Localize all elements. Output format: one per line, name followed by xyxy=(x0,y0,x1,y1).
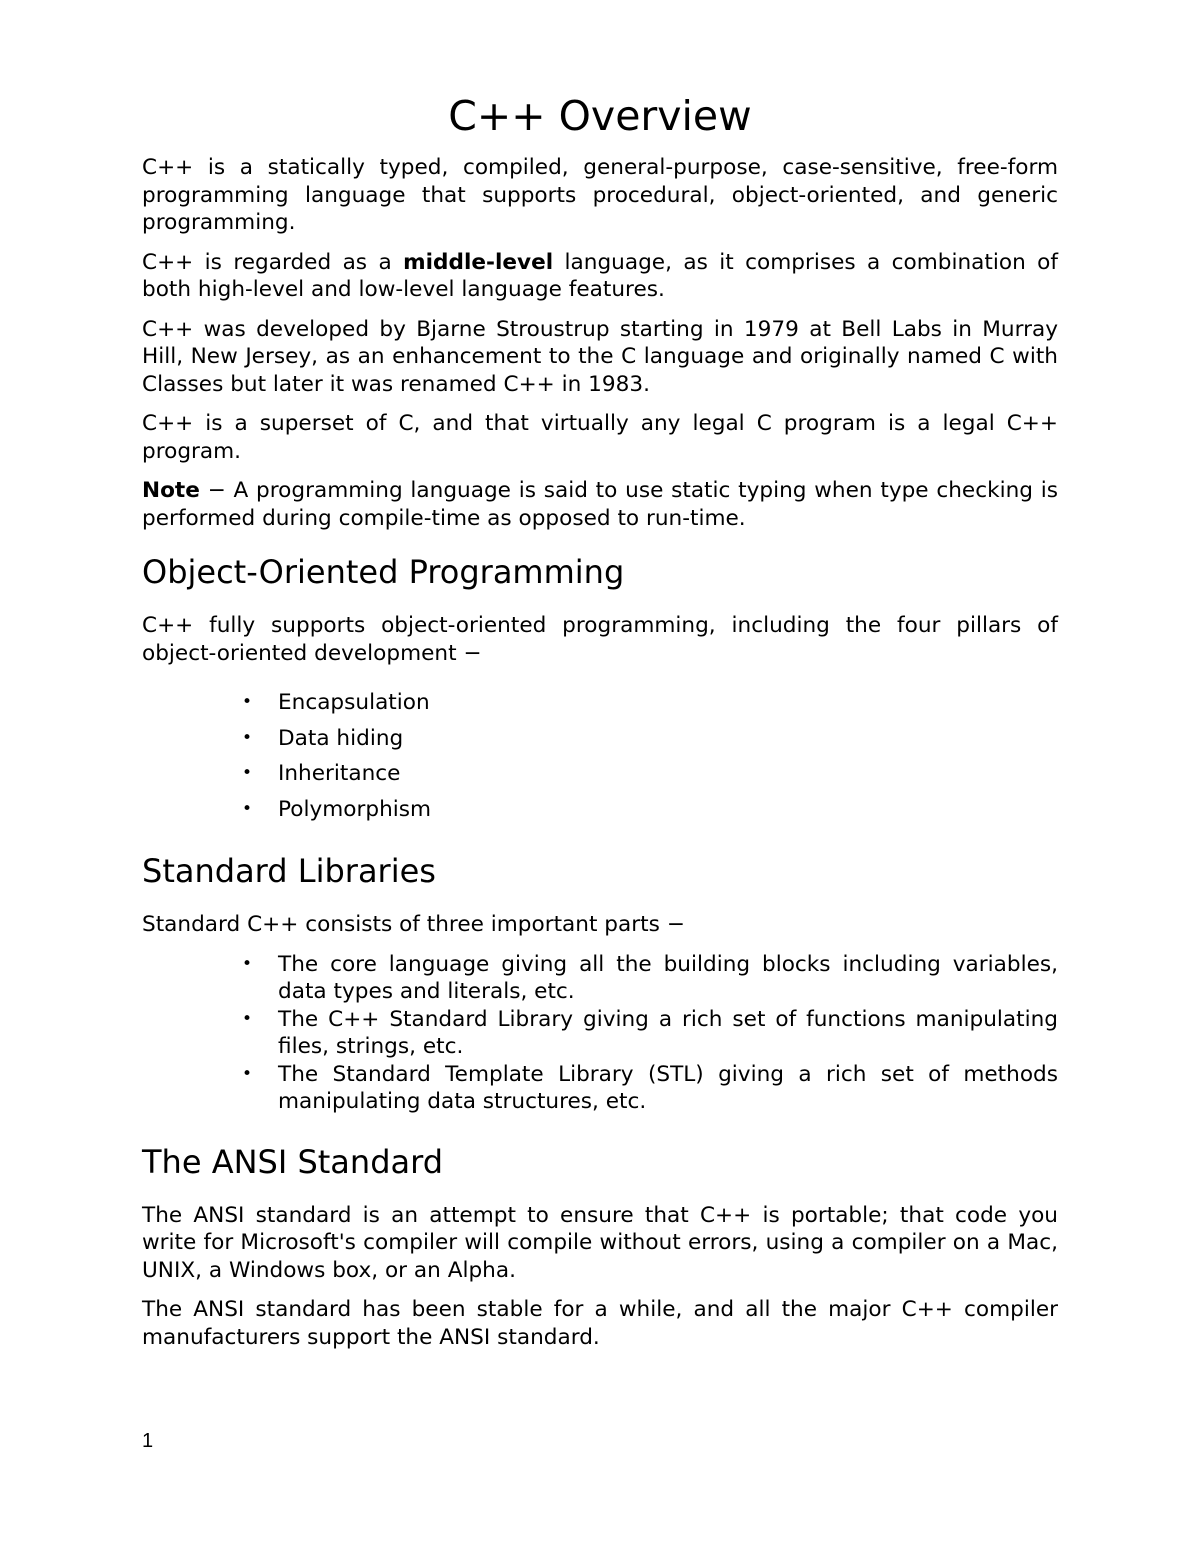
bullet-icon: • xyxy=(242,727,253,748)
bullet-icon: • xyxy=(242,798,253,819)
page-title: C++ Overview xyxy=(448,92,752,140)
bullet-icon: • xyxy=(242,1063,253,1084)
intro-paragraph-1: C++ is a statically typed, compiled, general-purpose, case-sensitive, free-form programming language that supports procedural, object-oriented, and generic programming. xyxy=(142,155,1058,235)
ansi-paragraph-2: The ANSI standard has been stable for a while, and all the major C++ compiler manufacturers support the ANSI standard. xyxy=(142,1297,1058,1350)
standard-libraries-heading: Standard Libraries xyxy=(142,852,436,890)
oop-heading: Object-Oriented Programming xyxy=(142,553,625,591)
oop-paragraph: C++ fully supports object-oriented programming, including the four pillars of object-oriented development − xyxy=(142,613,1058,666)
bullet-icon: • xyxy=(242,1008,253,1029)
bullet-icon: • xyxy=(242,763,253,783)
bullet-icon: • xyxy=(242,692,253,712)
list-item: • The Standard Template Library (STL) giving a rich set of methods manipulating data structures, etc. xyxy=(242,1061,1058,1114)
intro-paragraph-2 xyxy=(142,249,1058,304)
intro-paragraph-3: C++ was developed by Bjarne Stroustrup starting in 1979 at Bell Labs in Murray Hill, New Jersey, as an enhancement to the C language and originally named C with Classes but later it was renamed C++ in 1983. xyxy=(142,316,1058,397)
list-item: • Data hiding xyxy=(142,721,1058,757)
note-label: Note xyxy=(142,478,200,503)
intro-p2-post: language, as it comprises a combination of both high-level and low-level language features. xyxy=(142,249,1059,302)
oop-pillars-list xyxy=(142,685,1058,827)
page-number: 1 xyxy=(142,1430,154,1452)
standard-parts-list xyxy=(142,951,1058,1116)
list-item: • Inheritance xyxy=(142,756,1058,792)
ansi-paragraph-1: The ANSI standard is an attempt to ensure that C++ is portable; that code you write for Microsoft's compiler will compile without errors, using a compiler on a Mac, UNIX, a Windows box, or an Alpha. xyxy=(142,1202,1058,1283)
standard-libraries-paragraph: Standard C++ consists of three important parts − xyxy=(142,912,685,937)
document-page xyxy=(142,88,1058,1363)
middle-level-term: middle-level xyxy=(403,249,554,275)
intro-p2-pre: C++ is regarded as a xyxy=(142,249,404,275)
note-paragraph xyxy=(142,477,1058,532)
ansi-heading: The ANSI Standard xyxy=(142,1142,444,1181)
list-item: • The core language giving all the building blocks including variables, data types and literals, etc. xyxy=(242,951,1058,1004)
intro-paragraph-4: C++ is a superset of C, and that virtually any legal C program is a legal C++ program. xyxy=(142,411,1058,464)
list-item: • Polymorphism xyxy=(142,792,1058,828)
list-item: • The C++ Standard Library giving a rich set of functions manipulating files, strings, etc. xyxy=(242,1006,1058,1059)
bullet-icon: • xyxy=(242,953,253,974)
note-text: − A programming language is said to use static typing when type checking is performed during compile-time as opposed to run-time. xyxy=(142,478,1058,531)
list-item: • Encapsulation xyxy=(142,685,1058,721)
